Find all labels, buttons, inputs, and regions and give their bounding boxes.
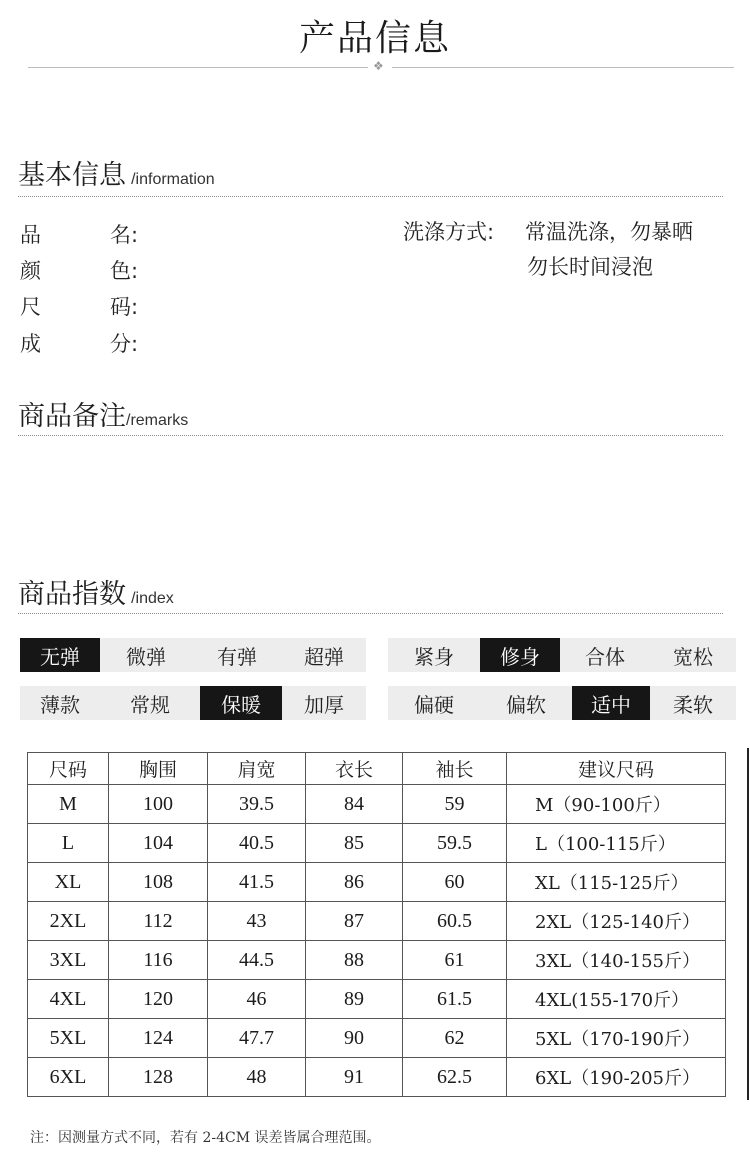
- table-cell: 61: [403, 941, 507, 980]
- recommended-size-cell: 2XL（125-140斤）: [507, 902, 726, 941]
- section-heading-index: [18, 572, 174, 611]
- table-cell: 62.5: [403, 1058, 507, 1097]
- recommended-size-cell: XL（115-125斤）: [507, 863, 726, 902]
- table-header-cell: 胸围: [109, 753, 208, 785]
- table-header-cell: 尺码: [28, 753, 109, 785]
- chip-elasticity: 有弹: [192, 638, 282, 672]
- table-cell: 90: [306, 1019, 403, 1058]
- section-subtitle: /index: [131, 590, 174, 607]
- section-heading-information: [18, 153, 215, 192]
- section-title: 基本信息: [18, 160, 126, 191]
- table-cell: 40.5: [208, 824, 306, 863]
- elasticity-scale: [20, 638, 366, 672]
- section-divider: [18, 196, 723, 197]
- table-cell: 104: [109, 824, 208, 863]
- table-cell: L: [28, 824, 109, 863]
- table-cell: 89: [306, 980, 403, 1019]
- recommended-size-cell: 3XL（140-155斤）: [507, 941, 726, 980]
- table-cell: 43: [208, 902, 306, 941]
- fit-scale: [388, 638, 736, 672]
- table-cell: 2XL: [28, 902, 109, 941]
- table-cell: 4XL: [28, 980, 109, 1019]
- chip-softness: 柔软: [650, 686, 736, 720]
- table-cell: 59.5: [403, 824, 507, 863]
- care-line-1: 常温洗涤，勿暴晒: [525, 220, 693, 244]
- table-cell: 48: [208, 1058, 306, 1097]
- chip-fit: 修身: [480, 638, 560, 672]
- measurement-note: 注：因测量方式不同，若有 2-4CM 误差皆属合理范围。: [30, 1130, 381, 1146]
- field-composition: 成 分:: [20, 332, 139, 356]
- page-edge-line: [747, 748, 749, 1100]
- table-cell: 60.5: [403, 902, 507, 941]
- table-cell: 61.5: [403, 980, 507, 1019]
- table-cell: 60: [403, 863, 507, 902]
- softness-scale: [388, 686, 736, 720]
- chip-thickness: 加厚: [282, 686, 366, 720]
- table-cell: 116: [109, 941, 208, 980]
- chip-thickness: 保暖: [200, 686, 282, 720]
- chip-elasticity: 超弹: [282, 638, 366, 672]
- table-cell: 84: [306, 785, 403, 824]
- chip-softness: 偏硬: [388, 686, 480, 720]
- table-cell: 3XL: [28, 941, 109, 980]
- title-divider-right: [392, 67, 734, 68]
- table-row: [28, 824, 726, 863]
- table-row: [28, 1019, 726, 1058]
- page-title: 产品信息: [298, 18, 451, 59]
- diamond-ornament-icon: ❖: [373, 59, 384, 73]
- table-cell: 100: [109, 785, 208, 824]
- care-label: 洗涤方式:: [403, 220, 495, 244]
- recommended-size-cell: 6XL（190-205斤）: [507, 1058, 726, 1097]
- table-cell: 59: [403, 785, 507, 824]
- table-cell: 62: [403, 1019, 507, 1058]
- recommended-size-cell: 5XL（170-190斤）: [507, 1019, 726, 1058]
- field-size: 尺 码:: [20, 295, 139, 319]
- section-divider: [18, 435, 723, 436]
- chip-fit: 紧身: [388, 638, 480, 672]
- table-cell: 91: [306, 1058, 403, 1097]
- recommended-size-cell: M（90-100斤）: [507, 785, 726, 824]
- table-cell: 6XL: [28, 1058, 109, 1097]
- table-cell: XL: [28, 863, 109, 902]
- table-cell: 5XL: [28, 1019, 109, 1058]
- table-header-row: [28, 753, 726, 785]
- chip-fit: 合体: [560, 638, 650, 672]
- table-row: [28, 980, 726, 1019]
- table-cell: 44.5: [208, 941, 306, 980]
- table-row: [28, 1058, 726, 1097]
- chip-elasticity: 微弹: [100, 638, 192, 672]
- table-row: [28, 785, 726, 824]
- table-cell: 41.5: [208, 863, 306, 902]
- chip-softness: 偏软: [480, 686, 572, 720]
- table-cell: 85: [306, 824, 403, 863]
- section-heading-remarks: [18, 394, 188, 433]
- section-subtitle: /remarks: [126, 412, 189, 429]
- chip-elasticity: 无弹: [20, 638, 100, 672]
- chip-softness: 适中: [572, 686, 650, 720]
- table-cell: 86: [306, 863, 403, 902]
- title-divider-left: [28, 67, 368, 68]
- section-title: 商品指数: [18, 579, 126, 610]
- table-cell: 39.5: [208, 785, 306, 824]
- table-header-cell: 肩宽: [208, 753, 306, 785]
- table-row: [28, 863, 726, 902]
- size-table: [27, 752, 726, 1097]
- field-name: 品 名:: [20, 223, 139, 247]
- chip-thickness: 常规: [100, 686, 200, 720]
- table-cell: 124: [109, 1019, 208, 1058]
- recommended-size-cell: 4XL(155-170斤）: [507, 980, 726, 1019]
- table-cell: 88: [306, 941, 403, 980]
- table-row: [28, 941, 726, 980]
- section-subtitle: /information: [131, 171, 215, 188]
- table-cell: 112: [109, 902, 208, 941]
- table-header-cell: 袖长: [403, 753, 507, 785]
- table-cell: 108: [109, 863, 208, 902]
- section-divider: [18, 613, 723, 614]
- thickness-scale: [20, 686, 366, 720]
- chip-fit: 宽松: [650, 638, 736, 672]
- table-row: [28, 902, 726, 941]
- table-cell: 87: [306, 902, 403, 941]
- table-cell: 120: [109, 980, 208, 1019]
- table-cell: 128: [109, 1058, 208, 1097]
- care-line-2: 勿长时间浸泡: [527, 255, 653, 279]
- table-header-cell: 建议尺码: [507, 753, 726, 785]
- section-title: 商品备注: [18, 401, 126, 432]
- field-color: 颜 色:: [20, 259, 139, 283]
- care-instructions: [403, 216, 693, 279]
- table-header-cell: 衣长: [306, 753, 403, 785]
- recommended-size-cell: L（100-115斤）: [507, 824, 726, 863]
- chip-thickness: 薄款: [20, 686, 100, 720]
- table-cell: 47.7: [208, 1019, 306, 1058]
- table-cell: M: [28, 785, 109, 824]
- table-cell: 46: [208, 980, 306, 1019]
